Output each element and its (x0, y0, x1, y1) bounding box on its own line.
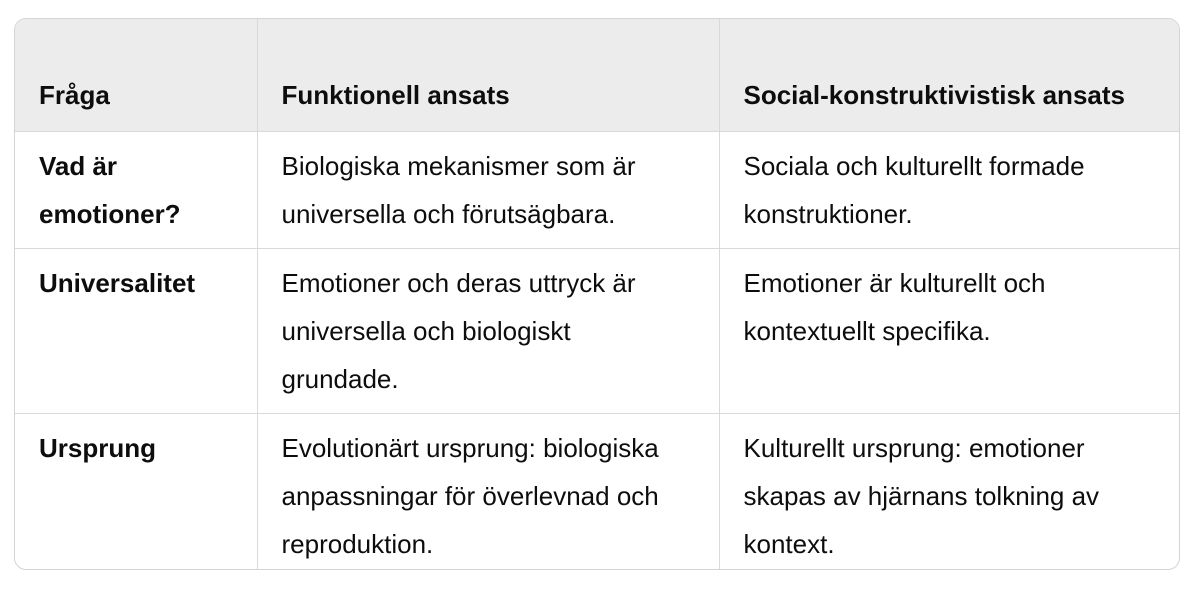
comparison-table-container (14, 18, 1180, 570)
header-social-constructivist: Social-konstruktivistisk ansats (719, 19, 1179, 132)
table-body (15, 132, 1179, 571)
header-functional: Funktionell ansats (257, 19, 719, 132)
table-row (15, 249, 1179, 414)
row-functional-cell: Emotioner och deras uttryck är universella och biologiskt grundade. (257, 249, 719, 414)
row-functional-cell: Biologiska mekanismer som är universella och förutsägbara. (257, 132, 719, 249)
table-row (15, 414, 1179, 571)
table-header (15, 19, 1179, 132)
row-question-cell: Universalitet (15, 249, 257, 414)
header-question: Fråga (15, 19, 257, 132)
row-question-cell: Vad är emotioner? (15, 132, 257, 249)
row-functional-cell: Evolutionärt ursprung: biologiska anpassningar för överlevnad och reproduktion. (257, 414, 719, 571)
header-row (15, 19, 1179, 132)
row-social-cell: Emotioner är kulturellt och kontextuellt specifika. (719, 249, 1179, 414)
row-question-cell: Ursprung (15, 414, 257, 571)
table-row (15, 132, 1179, 249)
row-social-cell: Kulturellt ursprung: emotioner skapas av hjärnans tolkning av kontext. (743, 433, 1100, 559)
comparison-table (15, 19, 1179, 570)
row-social-cell: Sociala och kulturellt formade konstruktioner. (719, 132, 1179, 249)
